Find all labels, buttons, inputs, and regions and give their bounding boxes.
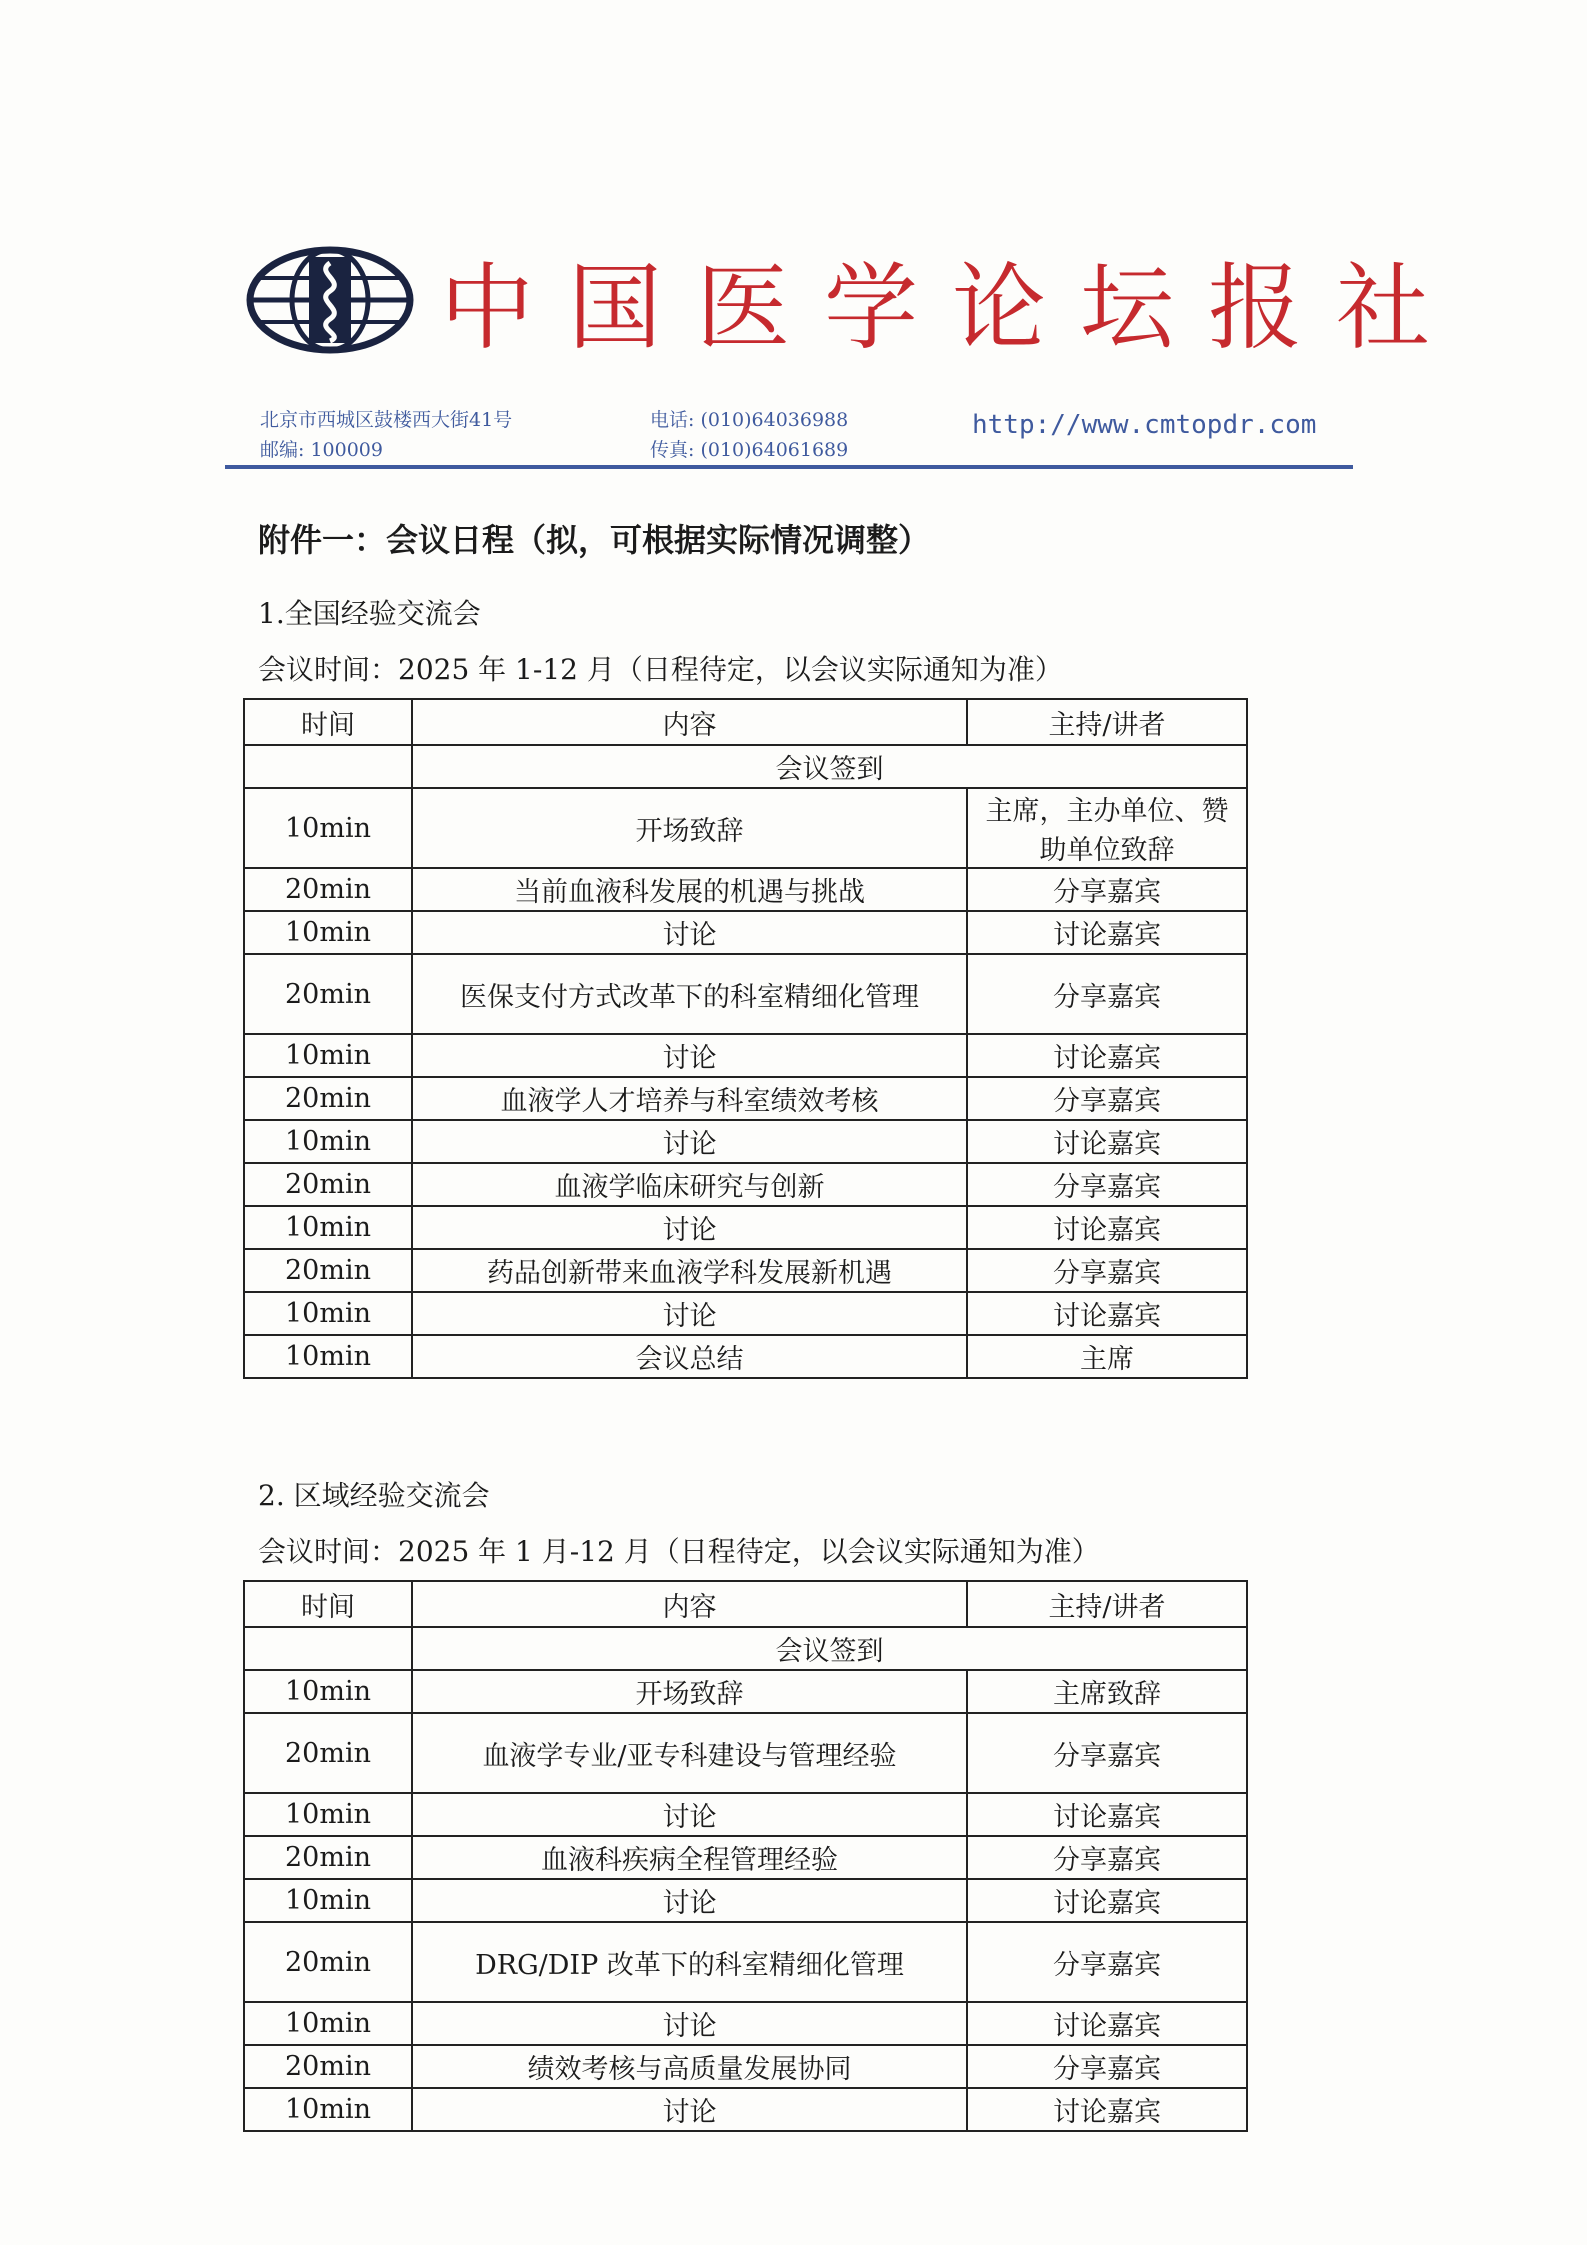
content-cell: 血液科疾病全程管理经验: [412, 1836, 967, 1879]
time-cell: 10min: [244, 1206, 412, 1249]
host-cell: 分享嘉宾: [967, 2045, 1247, 2088]
time-cell: 20min: [244, 1922, 412, 2002]
schedule-table-1: [243, 698, 1248, 1379]
time-cell: 20min: [244, 1249, 412, 1292]
content-cell: 开场致辞: [412, 788, 967, 868]
header-divider: [225, 465, 1353, 469]
org-name: 中国医学论坛报社: [440, 254, 1465, 363]
table-row: [244, 1034, 1247, 1077]
content-cell: 讨论: [412, 1206, 967, 1249]
globe-logo-icon: [245, 245, 415, 355]
time-cell: 10min: [244, 1034, 412, 1077]
host-cell: 主席: [967, 1335, 1247, 1378]
schedule-table-2: [243, 1580, 1248, 2132]
content-cell: 讨论: [412, 911, 967, 954]
address-block: [260, 405, 512, 465]
page-title: 附件一：会议日程（拟，可根据实际情况调整）: [258, 521, 931, 559]
time-cell: 10min: [244, 2002, 412, 2045]
table-header-row: [244, 1581, 1247, 1627]
table-row: [244, 1879, 1247, 1922]
table-row: [244, 1335, 1247, 1378]
content-cell: 讨论: [412, 2002, 967, 2045]
table-row: [244, 1670, 1247, 1713]
table-row: [244, 954, 1247, 1034]
letterhead: [0, 0, 1587, 480]
content-cell: 绩效考核与高质量发展协同: [412, 2045, 967, 2088]
table-row: [244, 1206, 1247, 1249]
content-cell: 血液学人才培养与科室绩效考核: [412, 1077, 967, 1120]
section-2-heading: 2. 区域经验交流会: [258, 1479, 490, 1512]
content-cell: 药品创新带来血液学科发展新机遇: [412, 1249, 967, 1292]
col-header-content: 内容: [412, 1581, 967, 1627]
time-cell: 10min: [244, 1879, 412, 1922]
table-row: [244, 1077, 1247, 1120]
host-cell: 分享嘉宾: [967, 1249, 1247, 1292]
time-cell: 10min: [244, 788, 412, 868]
content-cell: 医保支付方式改革下的科室精细化管理: [412, 954, 967, 1034]
col-header-time: 时间: [244, 699, 412, 745]
section-2-time: 会议时间：2025 年 1 月-12 月（日程待定，以会议实际通知为准）: [258, 1535, 1100, 1568]
signin-cell: 会议签到: [412, 1627, 1247, 1670]
content-cell: 讨论: [412, 1292, 967, 1335]
host-cell: 讨论嘉宾: [967, 1793, 1247, 1836]
host-cell: 讨论嘉宾: [967, 2088, 1247, 2131]
content-cell: 讨论: [412, 1793, 967, 1836]
time-cell: 10min: [244, 1335, 412, 1378]
phone: 电话: (010)64036988: [650, 409, 849, 431]
content-cell: 讨论: [412, 2088, 967, 2131]
time-cell: 10min: [244, 911, 412, 954]
address: 北京市西城区鼓楼西大街41号: [260, 409, 513, 431]
host-cell: 分享嘉宾: [967, 1836, 1247, 1879]
host-cell: 分享嘉宾: [967, 868, 1247, 911]
table-row: [244, 1120, 1247, 1163]
time-cell: 20min: [244, 954, 412, 1034]
time-cell: 20min: [244, 1836, 412, 1879]
host-cell: 讨论嘉宾: [967, 1879, 1247, 1922]
content-cell: 血液学临床研究与创新: [412, 1163, 967, 1206]
time-cell: 20min: [244, 1163, 412, 1206]
content-cell: 血液学专业/亚专科建设与管理经验: [412, 1713, 967, 1793]
host-cell: 分享嘉宾: [967, 1922, 1247, 2002]
content-cell: 会议总结: [412, 1335, 967, 1378]
time-cell: 10min: [244, 1793, 412, 1836]
fax: 传真: (010)64061689: [650, 439, 849, 461]
host-cell: 分享嘉宾: [967, 1077, 1247, 1120]
host-cell: 讨论嘉宾: [967, 1120, 1247, 1163]
table-row: [244, 1713, 1247, 1793]
col-header-host: 主持/讲者: [967, 699, 1247, 745]
section-1-time: 会议时间：2025 年 1-12 月（日程待定，以会议实际通知为准）: [258, 653, 1063, 686]
host-cell: 讨论嘉宾: [967, 1206, 1247, 1249]
time-cell: 20min: [244, 2045, 412, 2088]
time-cell: 10min: [244, 1120, 412, 1163]
host-cell: 分享嘉宾: [967, 954, 1247, 1034]
time-cell: 20min: [244, 1713, 412, 1793]
col-header-time: 时间: [244, 1581, 412, 1627]
table-row: [244, 1249, 1247, 1292]
time-cell: 10min: [244, 1292, 412, 1335]
postcode: 邮编: 100009: [260, 439, 383, 461]
time-cell: 10min: [244, 2088, 412, 2131]
content-cell: 讨论: [412, 1879, 967, 1922]
time-cell: 10min: [244, 1670, 412, 1713]
time-cell: 20min: [244, 868, 412, 911]
table-row: [244, 911, 1247, 954]
host-cell: 讨论嘉宾: [967, 1292, 1247, 1335]
contact-block: [650, 405, 848, 465]
table-header-row: [244, 699, 1247, 745]
host-cell: 分享嘉宾: [967, 1163, 1247, 1206]
table-row: [244, 1163, 1247, 1206]
host-cell: 讨论嘉宾: [967, 2002, 1247, 2045]
table-row: [244, 1836, 1247, 1879]
table-row: [244, 1793, 1247, 1836]
host-cell: 主席致辞: [967, 1670, 1247, 1713]
table-row: [244, 1292, 1247, 1335]
content-cell: DRG/DIP 改革下的科室精细化管理: [412, 1922, 967, 2002]
content-cell: 开场致辞: [412, 1670, 967, 1713]
host-cell: 分享嘉宾: [967, 1713, 1247, 1793]
content-cell: 讨论: [412, 1034, 967, 1077]
table-row: [244, 2045, 1247, 2088]
website-link[interactable]: http://www.cmtopdr.com: [972, 410, 1317, 440]
signin-row: [244, 745, 1247, 788]
content-cell: 当前血液科发展的机遇与挑战: [412, 868, 967, 911]
col-header-content: 内容: [412, 699, 967, 745]
signin-cell: 会议签到: [412, 745, 1247, 788]
host-cell: 讨论嘉宾: [967, 1034, 1247, 1077]
section-1-heading: 1.全国经验交流会: [258, 597, 481, 630]
host-cell: 讨论嘉宾: [967, 911, 1247, 954]
table-row: [244, 2088, 1247, 2131]
table-row: [244, 1922, 1247, 2002]
table-row: [244, 868, 1247, 911]
time-cell: 20min: [244, 1077, 412, 1120]
signin-row: [244, 1627, 1247, 1670]
content-cell: 讨论: [412, 1120, 967, 1163]
col-header-host: 主持/讲者: [967, 1581, 1247, 1627]
table-row: [244, 2002, 1247, 2045]
table-row: [244, 788, 1247, 868]
host-cell: 主席，主办单位、赞助单位致辞: [967, 788, 1247, 868]
